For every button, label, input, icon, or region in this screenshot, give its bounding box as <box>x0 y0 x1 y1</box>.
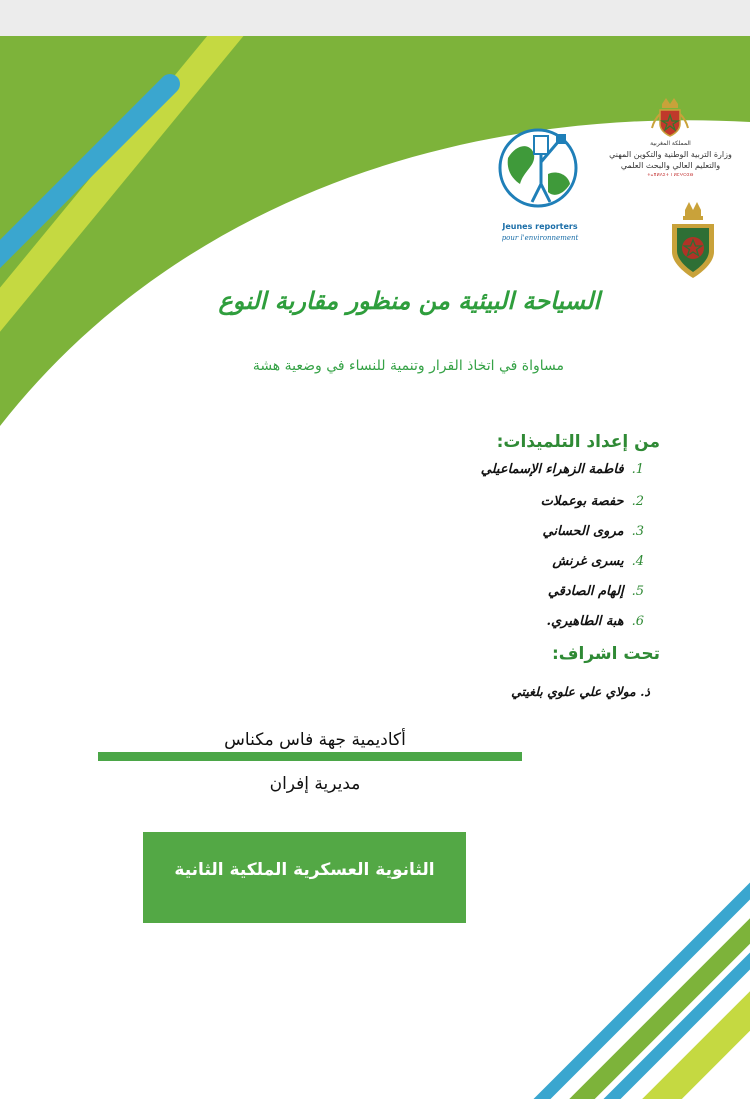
military-school-emblem <box>666 202 720 280</box>
supervision-heading: تحت اشراف: <box>551 644 660 664</box>
school-banner <box>143 832 466 923</box>
jeunes-reporters-logo <box>490 114 590 246</box>
ministry-name-line2: والتعليم العالي والبحث العلمي <box>620 161 721 170</box>
document-title: السياحة البيئية من منظور مقاربة النوع <box>218 286 600 315</box>
decorative-stripes-bottom <box>520 836 750 1099</box>
student-item: 1.فاطمة الزهراء الإسماعيلي <box>480 462 644 477</box>
document-page <box>0 36 750 1099</box>
green-divider-bar <box>98 752 522 761</box>
student-item: 3.مروى الحساني <box>542 524 644 539</box>
supervisor-name: ذ. مولاي علي علوي بلغيتي <box>511 684 650 699</box>
royal-crest-icon <box>608 98 733 138</box>
jeunes-reporters-name: Jeunes reporters <box>502 222 578 231</box>
ministry-amazigh-text: ⵜⴰⴳⵍⴷⵉⵜ ⵏ ⵍⵎⵖⵔⵉⴱ <box>647 172 694 177</box>
ministry-name-line1: وزارة التربية الوطنية والتكوين المهني <box>609 150 732 159</box>
student-item: 4.يسرى غرنش <box>552 554 644 569</box>
directorate-name: مديرية إفران <box>269 774 361 794</box>
student-item: 6.هبة الطاهيري. <box>546 614 644 629</box>
ministry-kingdom-text: المملكة المغربية <box>650 140 691 147</box>
school-name: الثانوية العسكرية الملكية الثانية <box>174 860 435 880</box>
globe-icon <box>490 114 590 222</box>
student-item: 5.إلهام الصادقي <box>547 584 644 599</box>
student-name: مروى الحساني <box>542 524 624 539</box>
student-name: حفصة بوعملات <box>540 494 624 509</box>
student-name: يسرى غرنش <box>552 554 624 569</box>
jeunes-reporters-subtitle: pour l'environnement <box>501 234 579 242</box>
document-subtitle: مساواة في اتخاذ القرار وتنمية للنساء في وضعية هشة <box>252 358 564 374</box>
prepared-by-heading: من إعداد التلميذات: <box>496 432 660 452</box>
student-name: إلهام الصادقي <box>547 584 624 599</box>
ministry-logo <box>608 98 733 183</box>
student-name: فاطمة الزهراء الإسماعيلي <box>480 462 624 477</box>
academy-name: أكاديمية جهة فاس مكناس <box>224 730 406 750</box>
student-item: 2.حفصة بوعملات <box>540 494 644 509</box>
student-name: هبة الطاهيري. <box>546 614 624 629</box>
